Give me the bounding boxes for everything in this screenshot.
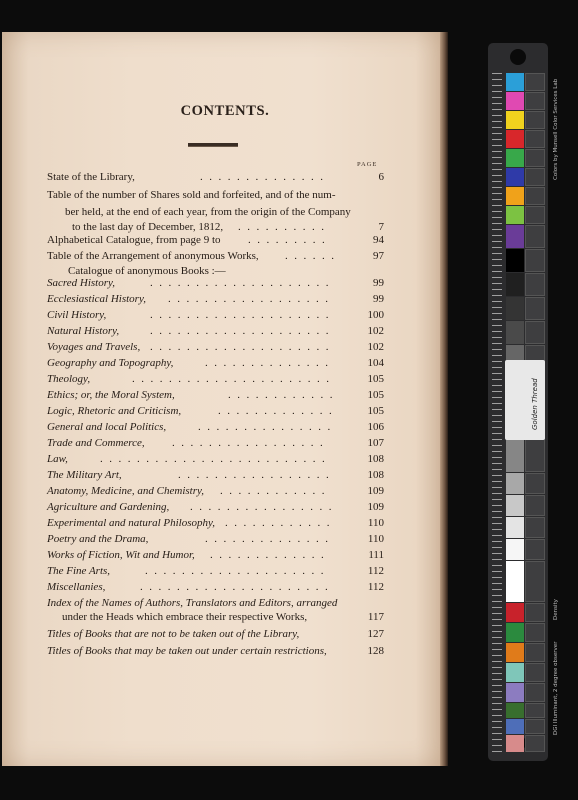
swatch-code — [525, 603, 545, 622]
card-hole-top — [510, 49, 526, 65]
color-swatch — [506, 473, 524, 494]
color-swatch — [506, 495, 524, 516]
toc-page-number: 102 — [367, 341, 384, 353]
toc-page-number: 107 — [367, 437, 384, 449]
swatch-code — [525, 92, 545, 110]
toc-page-number: 97 — [373, 250, 384, 262]
color-swatch — [506, 73, 524, 91]
toc-page-number: 7 — [378, 221, 384, 233]
leader-dots: .................... — [145, 565, 330, 577]
toc-entry-text: Agriculture and Gardening, — [47, 501, 170, 513]
swatch-code — [525, 473, 545, 494]
toc-page-number: 106 — [367, 421, 384, 433]
toc-page-number: 108 — [367, 469, 384, 481]
swatch-code — [525, 321, 545, 344]
toc-entry-text: Geography and Topography, — [47, 357, 174, 369]
toc-entry-text: Civil History, — [47, 309, 107, 321]
swatch-code — [525, 149, 545, 167]
swatch-code — [525, 719, 545, 734]
color-swatch — [506, 539, 524, 560]
leader-dots: .................... — [150, 341, 335, 353]
toc-entry-text: Law, — [47, 453, 68, 465]
toc-page-number: 128 — [367, 645, 384, 657]
leader-dots: ......... — [248, 234, 332, 246]
leader-dots: .................... — [150, 309, 335, 321]
leader-dots: .......... — [238, 221, 331, 233]
toc-page-number: 127 — [367, 628, 384, 640]
toc-page-number: 105 — [367, 389, 384, 401]
swatch-code — [525, 168, 545, 186]
toc-entry-text: Works of Fiction, Wit and Humor, — [47, 549, 195, 561]
toc-entry-text: Titles of Books that may be taken out under certain restrictions, — [47, 645, 327, 657]
color-swatch — [506, 703, 524, 718]
color-swatch — [506, 92, 524, 110]
page-title: CONTENTS. — [180, 103, 270, 119]
color-swatch — [506, 206, 524, 224]
toc-entry-text: Theology, — [47, 373, 91, 385]
toc-entry-text: Miscellanies, — [47, 581, 106, 593]
swatch-code — [525, 623, 545, 642]
color-swatch — [506, 149, 524, 167]
toc-entry-text: Alphabetical Catalogue, from page 9 to — [47, 234, 221, 246]
toc-page-number: 111 — [368, 549, 384, 561]
color-swatch — [506, 249, 524, 272]
toc-entry-text: Poetry and the Drama, — [47, 533, 149, 545]
leader-dots: .............. — [205, 357, 335, 369]
swatch-code — [525, 130, 545, 148]
toc-page-number: 6 — [378, 171, 384, 183]
card-tag — [505, 360, 545, 440]
toc-entry-text: Table of the Arrangement of anonymous Works, — [47, 250, 259, 262]
color-swatch — [506, 643, 524, 662]
color-swatch — [506, 111, 524, 129]
swatch-code — [525, 643, 545, 662]
page-column-header: PAGE — [357, 161, 378, 168]
toc-page-number: 110 — [367, 533, 384, 545]
toc-page-number: 109 — [367, 485, 384, 497]
swatch-code — [525, 703, 545, 718]
color-swatch — [506, 297, 524, 320]
toc-entry-text: Voyages and Travels, — [47, 341, 141, 353]
swatch-code — [525, 73, 545, 91]
leader-dots: ..................... — [140, 581, 335, 593]
color-swatch — [506, 321, 524, 344]
toc-page-number: 102 — [367, 325, 384, 337]
color-swatch — [506, 517, 524, 538]
toc-page-number: 109 — [367, 501, 384, 513]
color-swatch — [506, 623, 524, 642]
toc-entry-text: Index of the Names of Authors, Translators and Editors, arranged — [47, 597, 338, 609]
toc-page-number: 108 — [367, 453, 384, 465]
color-swatch — [506, 130, 524, 148]
toc-entry-text: to the last day of December, 1812, — [72, 221, 224, 233]
swatch-code — [525, 561, 545, 602]
toc-entry-text: Trade and Commerce, — [47, 437, 145, 449]
leader-dots: .............. — [200, 171, 330, 183]
color-swatch — [506, 603, 524, 622]
toc-entry-text: The Fine Arts, — [47, 565, 111, 577]
card-density-label: Density — [553, 599, 559, 620]
color-swatch — [506, 719, 524, 734]
leader-dots: ............. — [218, 405, 339, 417]
swatch-code — [525, 187, 545, 205]
color-swatch — [506, 683, 524, 702]
card-ruler — [492, 73, 502, 753]
leader-dots: ............ — [220, 485, 331, 497]
swatch-code — [525, 539, 545, 560]
swatch-code — [525, 111, 545, 129]
toc-entry-text: Experimental and natural Philosophy, — [47, 517, 216, 529]
swatch-code — [525, 517, 545, 538]
color-swatch — [506, 663, 524, 682]
toc-entry-text: Natural History, — [47, 325, 120, 337]
card-tag-label: Golden Thread — [531, 378, 539, 430]
color-swatch — [506, 273, 524, 296]
swatch-code — [525, 206, 545, 224]
leader-dots: ...................... — [132, 373, 336, 385]
toc-entry-text: Table of the number of Shares sold and forfeited, and of the num- — [47, 189, 336, 201]
swatch-code — [525, 225, 545, 248]
color-swatch — [506, 225, 524, 248]
toc-entry-text: Ethics; or, the Moral System, — [47, 389, 175, 401]
toc-page-number: 104 — [367, 357, 384, 369]
swatch-code — [525, 663, 545, 682]
toc-entry-text: State of the Library, — [47, 171, 135, 183]
leader-dots: ...... — [285, 250, 341, 262]
swatch-code — [525, 495, 545, 516]
toc-page-number: 94 — [373, 234, 384, 246]
toc-page-number: 112 — [367, 565, 384, 577]
leader-dots: ................. — [178, 469, 336, 481]
leader-dots: .................. — [168, 293, 335, 305]
leader-dots: ................ — [190, 501, 338, 513]
toc-page-number: 117 — [367, 611, 384, 623]
toc-page-number: 99 — [373, 277, 384, 289]
toc-entry-text: ber held, at the end of each year, from the origin of the Company — [65, 206, 351, 218]
color-swatch — [506, 187, 524, 205]
swatch-code — [525, 273, 545, 296]
color-swatch — [506, 168, 524, 186]
toc-entry-text: Ecclesiastical History, — [47, 293, 146, 305]
toc-page-number: 99 — [373, 293, 384, 305]
toc-entry-text: Catalogue of anonymous Books :— — [68, 265, 226, 277]
card-footer-text: DGI Illuminant, 2 degree observer — [553, 641, 559, 735]
toc-entry-text: The Military Art, — [47, 469, 122, 481]
color-swatch — [506, 561, 524, 602]
toc-entry-text: Anatomy, Medicine, and Chemistry, — [47, 485, 205, 497]
toc-page-number: 112 — [367, 581, 384, 593]
leader-dots: .............. — [205, 533, 335, 545]
toc-entry-text: under the Heads which embrace their respective Works, — [62, 611, 308, 623]
leader-dots: ............ — [228, 389, 339, 401]
leader-dots: ............. — [210, 549, 331, 561]
toc-entry-text: General and local Politics, — [47, 421, 167, 433]
leader-dots: ......................... — [100, 453, 332, 465]
leader-dots: ............... — [198, 421, 337, 433]
toc-page-number: 100 — [367, 309, 384, 321]
swatch-code — [525, 297, 545, 320]
leader-dots: .................... — [150, 325, 335, 337]
toc-entry-text: Titles of Books that are not to be taken out of the Library, — [47, 628, 300, 640]
color-swatch — [506, 735, 524, 752]
toc-page-number: 105 — [367, 373, 384, 385]
leader-dots: ............ — [225, 517, 336, 529]
toc-entry-text: Sacred History, — [47, 277, 116, 289]
card-brand-text: Colors by Munsell Color Services Lab — [553, 78, 559, 180]
toc-entry-text: Logic, Rhetoric and Criticism, — [47, 405, 182, 417]
toc-page-number: 110 — [367, 517, 384, 529]
leader-dots: .................... — [150, 277, 335, 289]
leader-dots: ................. — [172, 437, 330, 449]
swatch-code — [525, 249, 545, 272]
swatch-code — [525, 683, 545, 702]
swatch-code — [525, 735, 545, 752]
toc-page-number: 105 — [367, 405, 384, 417]
